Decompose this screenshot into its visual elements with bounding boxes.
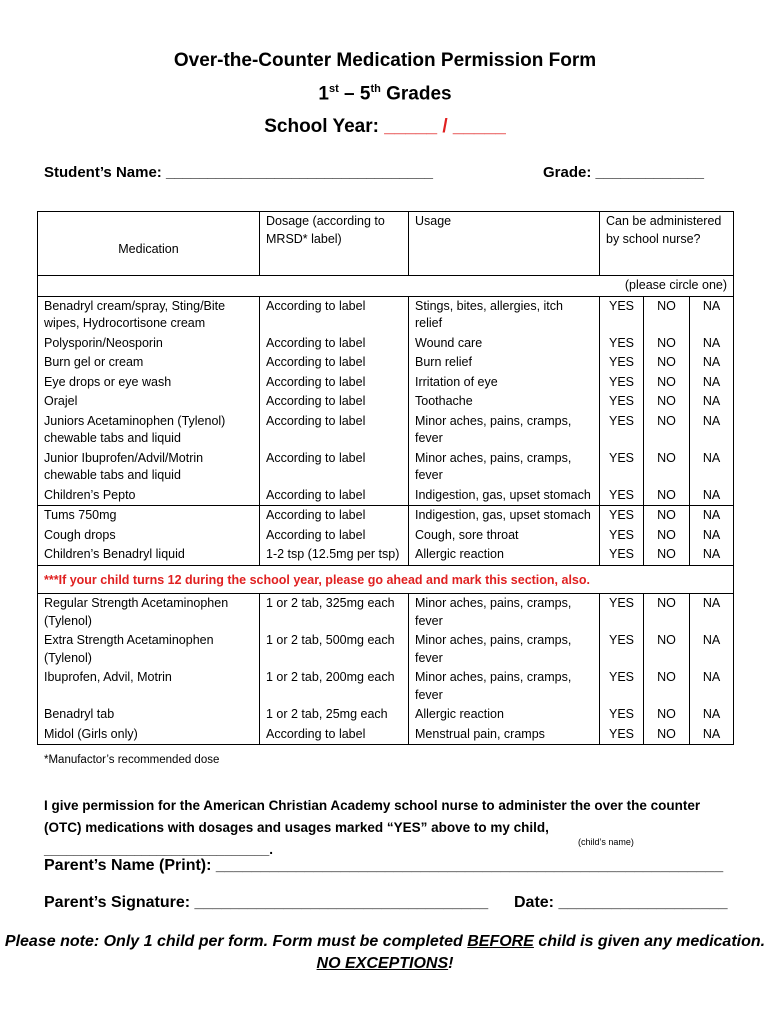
table-row xyxy=(38,353,734,373)
table-row xyxy=(38,392,734,412)
yes-option[interactable]: YES xyxy=(600,668,644,705)
medication-cell: Ibuprofen, Advil, Motrin xyxy=(38,668,260,705)
yes-option[interactable]: YES xyxy=(600,631,644,668)
yes-option[interactable]: YES xyxy=(600,725,644,745)
medication-cell: Children’s Pepto xyxy=(38,486,260,506)
no-option[interactable]: NO xyxy=(644,668,690,705)
grades-heading: 1st – 5th Grades xyxy=(318,83,452,105)
medication-cell: Children’s Benadryl liquid xyxy=(38,545,260,565)
usage-cell: Minor aches, pains, cramps, fever xyxy=(409,412,600,449)
usage-cell: Stings, bites, allergies, itch relief xyxy=(409,296,600,334)
medication-cell: Juniors Acetaminophen (Tylenol) chewable tabs and liquid xyxy=(38,412,260,449)
medication-cell: Junior Ibuprofen/Advil/Motrin chewable tabs and liquid xyxy=(38,449,260,486)
dosage-cell: According to label xyxy=(260,296,409,334)
usage-cell: Minor aches, pains, cramps, fever xyxy=(409,631,600,668)
table-row xyxy=(38,486,734,506)
header-can-administer: Can be administered by school nurse? xyxy=(600,212,734,276)
age12-notice-row xyxy=(38,565,734,594)
school-year-heading: School Year: _____ / _____ xyxy=(264,116,506,137)
medication-cell: Polysporin/Neosporin xyxy=(38,334,260,354)
table-row xyxy=(38,506,734,526)
usage-cell: Irritation of eye xyxy=(409,373,600,393)
dosage-cell: According to label xyxy=(260,334,409,354)
yes-option[interactable]: YES xyxy=(600,526,644,546)
na-option[interactable]: NA xyxy=(690,392,734,412)
medication-table xyxy=(37,211,734,745)
na-option[interactable]: NA xyxy=(690,668,734,705)
dosage-cell: 1 or 2 tab, 25mg each xyxy=(260,705,409,725)
medication-cell: Midol (Girls only) xyxy=(38,725,260,745)
yes-option[interactable]: YES xyxy=(600,373,644,393)
no-option[interactable]: NO xyxy=(644,334,690,354)
dosage-cell: According to label xyxy=(260,392,409,412)
yes-option[interactable]: YES xyxy=(600,296,644,334)
usage-cell: Allergic reaction xyxy=(409,705,600,725)
no-option[interactable]: NO xyxy=(644,506,690,526)
yes-option[interactable]: YES xyxy=(600,545,644,565)
usage-cell: Minor aches, pains, cramps, fever xyxy=(409,668,600,705)
important-note: Please note: Only 1 child per form. Form must be completed BEFORE child is given any medication. NO EXCEPTIONS! xyxy=(4,933,766,972)
no-option[interactable]: NO xyxy=(644,353,690,373)
medication-cell: Benadryl tab xyxy=(38,705,260,725)
yes-option[interactable]: YES xyxy=(600,353,644,373)
medication-cell: Cough drops xyxy=(38,526,260,546)
parent-signature-field[interactable]: Parent’s Signature: _________________________________ xyxy=(44,894,489,911)
header-usage: Usage xyxy=(409,212,600,276)
header-medication: Medication xyxy=(38,212,260,276)
dosage-cell: According to label xyxy=(260,449,409,486)
usage-cell: Allergic reaction xyxy=(409,545,600,565)
table-row xyxy=(38,705,734,725)
usage-cell: Minor aches, pains, cramps, fever xyxy=(409,449,600,486)
dosage-cell: 1 or 2 tab, 325mg each xyxy=(260,594,409,632)
footnote: *Manufactor’s recommended dose xyxy=(44,754,220,766)
age12-notice: ***If your child turns 12 during the school year, please go ahead and mark this section, also. xyxy=(38,565,734,594)
dosage-cell: According to label xyxy=(260,412,409,449)
na-option[interactable]: NA xyxy=(690,373,734,393)
usage-cell: Menstrual pain, cramps xyxy=(409,725,600,745)
dosage-cell: 1 or 2 tab, 500mg each xyxy=(260,631,409,668)
no-option[interactable]: NO xyxy=(644,705,690,725)
medication-cell: Orajel xyxy=(38,392,260,412)
usage-cell: Toothache xyxy=(409,392,600,412)
table-row xyxy=(38,725,734,745)
yes-option[interactable]: YES xyxy=(600,334,644,354)
yes-option[interactable]: YES xyxy=(600,392,644,412)
medication-cell: Burn gel or cream xyxy=(38,353,260,373)
table-row xyxy=(38,594,734,632)
yes-option[interactable]: YES xyxy=(600,506,644,526)
table-row xyxy=(38,373,734,393)
no-option[interactable]: NO xyxy=(644,725,690,745)
medication-cell: Extra Strength Acetaminophen (Tylenol) xyxy=(38,631,260,668)
usage-cell: Minor aches, pains, cramps, fever xyxy=(409,594,600,632)
no-option[interactable]: NO xyxy=(644,594,690,632)
student-name-field[interactable]: Student’s Name: ________________________________ xyxy=(44,164,433,181)
form-title: Over-the-Counter Medication Permission Form xyxy=(173,50,597,71)
na-option[interactable]: NA xyxy=(690,353,734,373)
table-row xyxy=(38,526,734,546)
no-option[interactable]: NO xyxy=(644,486,690,506)
medication-cell: Eye drops or eye wash xyxy=(38,373,260,393)
na-option[interactable]: NA xyxy=(690,334,734,354)
na-option[interactable]: NA xyxy=(690,526,734,546)
table-row xyxy=(38,412,734,449)
dosage-cell: According to label xyxy=(260,486,409,506)
yes-option[interactable]: YES xyxy=(600,594,644,632)
grade-field[interactable]: Grade: _____________ xyxy=(543,164,704,181)
dosage-cell: 1 or 2 tab, 200mg each xyxy=(260,668,409,705)
no-option[interactable]: NO xyxy=(644,449,690,486)
permission-statement: I give permission for the American Christian Academy school nurse to administer the over the counter (OTC) medications with dosages and usages marked “YES” above to my child, ______________________________. xyxy=(44,798,701,857)
medication-cell: Tums 750mg xyxy=(38,506,260,526)
date-field[interactable]: Date: ___________________ xyxy=(514,894,728,911)
na-option[interactable]: NA xyxy=(690,486,734,506)
yes-option[interactable]: YES xyxy=(600,412,644,449)
dosage-cell: According to label xyxy=(260,373,409,393)
no-option[interactable]: NO xyxy=(644,631,690,668)
medication-cell: Regular Strength Acetaminophen (Tylenol) xyxy=(38,594,260,632)
na-option[interactable]: NA xyxy=(690,506,734,526)
na-option[interactable]: NA xyxy=(690,705,734,725)
usage-cell: Burn relief xyxy=(409,353,600,373)
na-option[interactable]: NA xyxy=(690,412,734,449)
medication-cell: Benadryl cream/spray, Sting/Bite wipes, Hydrocortisone cream xyxy=(38,296,260,334)
usage-cell: Cough, sore throat xyxy=(409,526,600,546)
table-row xyxy=(38,631,734,668)
no-option[interactable]: NO xyxy=(644,392,690,412)
na-option[interactable]: NA xyxy=(690,631,734,668)
yes-option[interactable]: YES xyxy=(600,486,644,506)
dosage-cell: According to label xyxy=(260,526,409,546)
table-row xyxy=(38,296,734,334)
usage-cell: Wound care xyxy=(409,334,600,354)
table-header-row xyxy=(38,212,734,276)
circle-one-row xyxy=(38,276,734,297)
na-option[interactable]: NA xyxy=(690,296,734,334)
table-row xyxy=(38,668,734,705)
table-row xyxy=(38,545,734,565)
header-dosage: Dosage (according to MRSD* label) xyxy=(260,212,409,276)
parent-name-field[interactable]: Parent’s Name (Print): _________________________________________________________ xyxy=(44,857,724,874)
dosage-cell: According to label xyxy=(260,353,409,373)
na-option[interactable]: NA xyxy=(690,725,734,745)
no-option[interactable]: NO xyxy=(644,296,690,334)
usage-cell: Indigestion, gas, upset stomach xyxy=(409,506,600,526)
table-row xyxy=(38,449,734,486)
usage-cell: Indigestion, gas, upset stomach xyxy=(409,486,600,506)
school-year-blank[interactable]: _____ / _____ xyxy=(384,116,506,137)
dosage-cell: 1-2 tsp (12.5mg per tsp) xyxy=(260,545,409,565)
no-option[interactable]: NO xyxy=(644,526,690,546)
no-option[interactable]: NO xyxy=(644,545,690,565)
circle-one-instruction: (please circle one) xyxy=(600,276,734,297)
yes-option[interactable]: YES xyxy=(600,449,644,486)
child-name-caption: (child’s name) xyxy=(578,837,634,847)
no-option[interactable]: NO xyxy=(644,373,690,393)
na-option[interactable]: NA xyxy=(690,545,734,565)
dosage-cell: According to label xyxy=(260,725,409,745)
na-option[interactable]: NA xyxy=(690,449,734,486)
na-option[interactable]: NA xyxy=(690,594,734,632)
yes-option[interactable]: YES xyxy=(600,705,644,725)
no-option[interactable]: NO xyxy=(644,412,690,449)
dosage-cell: According to label xyxy=(260,506,409,526)
table-row xyxy=(38,334,734,354)
